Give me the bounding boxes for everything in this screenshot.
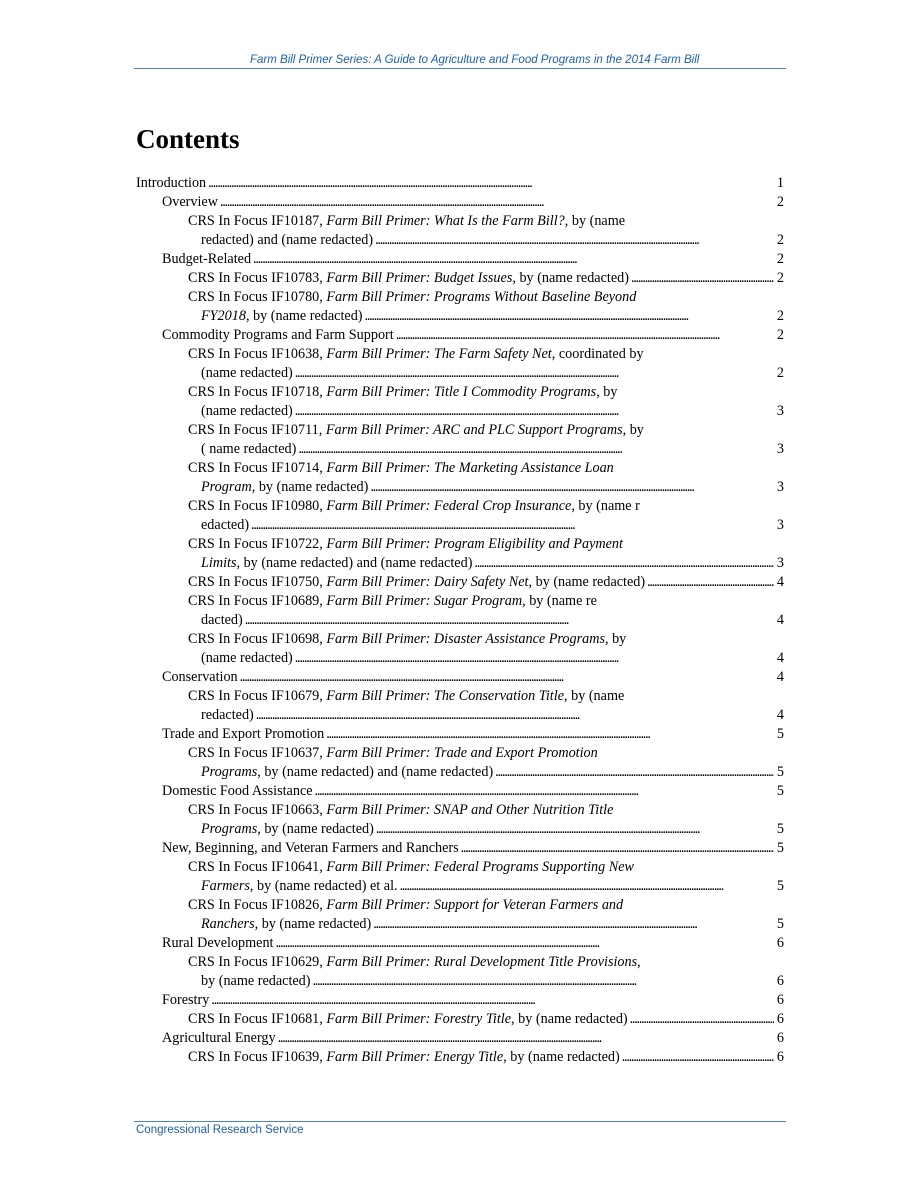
dot-leader	[240, 668, 774, 687]
toc-entry[interactable]	[136, 174, 784, 193]
toc-entry-title: Farm Bill Primer: Federal Crop Insurance	[326, 498, 572, 514]
toc-page-number: 6	[776, 1011, 784, 1027]
toc-page-number: 2	[776, 232, 784, 248]
toc-entry-label	[188, 631, 626, 647]
toc-entry-title: Farm Bill Primer: The Conservation Title	[326, 688, 564, 704]
toc-entry-text: , by (name redacted)	[503, 1049, 620, 1065]
toc-page-number: 4	[776, 574, 784, 590]
toc-entry-title: Farm Bill Primer: What Is the Farm Bill?	[326, 213, 565, 229]
toc-entry-text: , by (name redacted)	[245, 308, 363, 324]
toc-entry[interactable]	[136, 763, 784, 782]
toc-entry-continued	[136, 687, 784, 706]
toc-entry-text: Budget-Related	[162, 251, 252, 267]
toc-entry-text: CRS In Focus IF10663,	[188, 802, 327, 818]
toc-entry-text: , by (name redacted) et al.	[249, 878, 398, 894]
toc-entry-title: Farm Bill Primer: Disaster Assistance Programs	[326, 631, 605, 647]
dot-leader	[326, 725, 774, 744]
toc-page-number: 5	[776, 764, 784, 780]
dot-leader	[220, 193, 774, 212]
toc-entry-title: Farm Bill Primer: Federal Programs Supporting New	[326, 859, 635, 875]
toc-page-number: 5	[776, 821, 784, 837]
toc-entry-label	[201, 649, 293, 668]
toc-entry-title: Farm Bill Primer: Forestry Title	[326, 1011, 512, 1027]
toc-entry-label	[188, 289, 636, 305]
dot-leader	[365, 307, 774, 326]
toc-entry-label	[201, 307, 363, 326]
toc-entry-text: (name redacted)	[201, 650, 293, 666]
toc-entry-text: , by (name	[564, 213, 626, 229]
toc-entry-title: Farm Bill Primer: ARC and PLC Support Programs	[325, 422, 623, 438]
toc-entry-label	[188, 1010, 628, 1029]
toc-entry-label	[201, 554, 472, 573]
toc-entry[interactable]	[136, 782, 784, 801]
dot-leader	[373, 915, 774, 934]
toc-page-number: 2	[776, 327, 784, 343]
dot-leader	[396, 326, 774, 345]
toc-entry-text: by (name redacted)	[201, 973, 311, 989]
toc-entry-label	[162, 250, 251, 269]
dot-leader	[276, 934, 775, 953]
toc-page-number: 5	[776, 726, 784, 742]
toc-entry-label	[188, 498, 640, 514]
toc-entry-title: Farm Bill Primer: Sugar Program	[326, 593, 523, 609]
toc-entry-text: , by (name redacted)	[511, 1011, 628, 1027]
toc-entry-text: , by	[604, 631, 627, 647]
toc-entry-title: Farm Bill Primer: The Marketing Assistance Loan	[326, 460, 614, 476]
toc-entry-title: Farm Bill Primer: Dairy Safety Net	[326, 574, 529, 590]
toc-entry-label	[188, 688, 624, 704]
toc-entry-text: Forestry	[162, 992, 210, 1008]
toc-entry[interactable]	[136, 820, 784, 839]
toc-page-number: 1	[776, 175, 784, 191]
toc-entry-title: Farmers	[201, 878, 250, 894]
toc-entry-text: , by (name re	[522, 593, 597, 609]
toc-entry-label	[162, 326, 394, 345]
dot-leader	[631, 269, 774, 288]
dot-leader	[630, 1010, 774, 1029]
toc-entry-text: CRS In Focus IF10637,	[188, 745, 327, 761]
toc-entry-label	[188, 346, 644, 362]
toc-entry-text: CRS In Focus IF10783,	[188, 270, 327, 286]
toc-entry-text: Rural Development	[162, 935, 274, 951]
toc-entry-label	[201, 877, 398, 896]
toc-entry-text: Overview	[162, 194, 218, 210]
toc-page-number: 2	[776, 251, 784, 267]
dot-leader	[253, 250, 774, 269]
footer-text: Congressional Research Service	[136, 1124, 304, 1136]
toc-entry-title: Farm Bill Primer: Trade and Export Promotion	[326, 745, 598, 761]
toc-page-number: 3	[776, 403, 784, 419]
toc-entry-text: CRS In Focus IF10681,	[188, 1011, 327, 1027]
dot-leader	[211, 991, 774, 1010]
toc-entry-text: Conservation	[162, 669, 238, 685]
toc-entry-continued	[136, 212, 784, 231]
toc-entry-text: , by (name redacted)	[254, 916, 372, 932]
toc-entry-text: Introduction	[136, 175, 207, 191]
dot-leader	[495, 763, 774, 782]
dot-leader	[461, 839, 774, 858]
dot-leader	[400, 877, 774, 896]
toc-entry-continued	[136, 383, 784, 402]
toc-entry-text: edacted)	[201, 517, 250, 533]
toc-entry-label	[162, 725, 324, 744]
toc-entry-text: , by (name redacted) and (name redacted)	[257, 764, 494, 780]
toc-entry-label	[188, 802, 613, 818]
toc-page-number: 6	[776, 935, 784, 951]
toc-entry-label	[162, 839, 459, 858]
toc-entry-label	[188, 897, 623, 913]
toc-entry-title: Farm Bill Primer: Title I Commodity Programs	[326, 384, 597, 400]
toc-entry-text: dacted)	[201, 612, 243, 628]
toc-entry[interactable]	[136, 516, 784, 535]
toc-page-number: 2	[776, 194, 784, 210]
toc-entry-text: New, Beginning, and Veteran Farmers and Ranchers	[162, 840, 459, 856]
toc-entry-text: , by	[622, 422, 644, 438]
toc-entry[interactable]	[136, 402, 784, 421]
toc-entry[interactable]	[136, 934, 784, 953]
toc-entry-title: Limits	[201, 555, 237, 571]
dot-leader	[313, 972, 775, 991]
toc-page-number: 6	[776, 1049, 784, 1065]
toc-entry-label	[162, 193, 218, 212]
toc-entry[interactable]	[136, 877, 784, 896]
toc-entry[interactable]	[136, 307, 784, 326]
toc-entry-title: Farm Bill Primer: Energy Title	[326, 1049, 504, 1065]
toc-entry-text: redacted)	[201, 707, 254, 723]
toc-entry-text: CRS In Focus IF10750,	[188, 574, 327, 590]
toc-entry-label	[201, 364, 293, 383]
toc-entry-label	[188, 384, 617, 400]
toc-entry-label	[188, 745, 598, 761]
toc-entry-continued	[136, 459, 784, 478]
toc-entry-label	[188, 422, 644, 438]
dot-leader	[256, 706, 774, 725]
toc-entry-label	[188, 593, 597, 609]
dot-leader	[245, 611, 774, 630]
toc-entry-continued	[136, 345, 784, 364]
toc-entry-continued	[136, 630, 784, 649]
toc-entry-title: Farm Bill Primer: SNAP and Other Nutrition Title	[326, 802, 614, 818]
toc-page-number: 2	[776, 308, 784, 324]
toc-entry-text: redacted) and (name redacted)	[201, 232, 374, 248]
toc-page-number: 6	[776, 992, 784, 1008]
toc-page-number: 2	[776, 365, 784, 381]
toc-entry-text: (name redacted)	[201, 365, 293, 381]
toc-entry-label	[201, 231, 373, 250]
toc-entry-continued	[136, 858, 784, 877]
toc-entry[interactable]	[136, 554, 784, 573]
toc-page-number: 5	[776, 783, 784, 799]
toc-entry[interactable]	[136, 250, 784, 269]
toc-entry[interactable]	[136, 326, 784, 345]
toc-entry-title: Ranchers	[201, 916, 255, 932]
header-rule	[134, 68, 786, 69]
toc-entry-text: CRS In Focus IF10826,	[188, 897, 327, 913]
toc-entry-title: Program	[201, 479, 252, 495]
toc-entry-continued	[136, 953, 784, 972]
toc-entry-label	[201, 706, 254, 725]
toc-entry-text: CRS In Focus IF10718,	[188, 384, 327, 400]
toc-entry[interactable]	[136, 1010, 784, 1029]
dot-leader	[315, 782, 774, 801]
toc-page-number: 4	[776, 612, 784, 628]
toc-entry[interactable]	[136, 725, 784, 744]
toc-entry-label	[201, 820, 374, 839]
toc-entry-title: Farm Bill Primer: Programs Without Baseline Beyond	[326, 289, 637, 305]
toc-entry-text: CRS In Focus IF10679,	[188, 688, 327, 704]
toc-entry-text: ( name redacted)	[201, 441, 297, 457]
toc-entry-text: , by (name redacted)	[512, 270, 629, 286]
toc-entry-label	[201, 972, 311, 991]
toc-entry-continued	[136, 801, 784, 820]
toc-entry[interactable]	[136, 706, 784, 725]
dot-leader	[622, 1048, 774, 1067]
toc-entry-title: FY2018	[201, 308, 246, 324]
dot-leader	[278, 1029, 774, 1048]
toc-page-number: 3	[776, 441, 784, 457]
toc-entry[interactable]	[136, 915, 784, 934]
toc-entry-label	[201, 915, 371, 934]
toc-entry[interactable]	[136, 231, 784, 250]
dot-leader	[474, 554, 774, 573]
toc-entry-label	[188, 1048, 620, 1067]
toc-entry-continued	[136, 288, 784, 307]
toc-entry-text: CRS In Focus IF10689,	[188, 593, 327, 609]
toc-entry-label	[201, 516, 249, 535]
toc-entry-continued	[136, 896, 784, 915]
dot-leader	[647, 573, 774, 592]
toc-entry-text: CRS In Focus IF10638,	[188, 346, 327, 362]
toc-entry[interactable]	[136, 364, 784, 383]
toc-entry[interactable]	[136, 611, 784, 630]
toc-entry-title: Programs	[201, 821, 258, 837]
dot-leader	[370, 478, 774, 497]
toc-entry-text: CRS In Focus IF10714,	[188, 460, 327, 476]
toc-entry-label	[162, 934, 274, 953]
toc-entry-label	[188, 859, 634, 875]
toc-entry-text: CRS In Focus IF10780,	[188, 289, 327, 305]
toc-entry-label	[201, 402, 293, 421]
running-header: Farm Bill Primer Series: A Guide to Agriculture and Food Programs in the 2014 Farm Bill	[250, 54, 700, 66]
toc-entry-text: ,	[637, 954, 641, 970]
toc-page-number: 4	[776, 650, 784, 666]
toc-entry-label	[188, 460, 614, 476]
toc-entry-text: CRS In Focus IF10641,	[188, 859, 327, 875]
table-of-contents	[136, 174, 784, 1067]
toc-entry-text: CRS In Focus IF10698,	[188, 631, 327, 647]
dot-leader	[208, 174, 774, 193]
toc-entry-title: Farm Bill Primer: Program Eligibility and Payment	[326, 536, 623, 552]
toc-page-number: 4	[776, 669, 784, 685]
toc-entry-text: Trade and Export Promotion	[162, 726, 325, 742]
toc-entry-text: , by (name redacted)	[257, 821, 374, 837]
dot-leader	[375, 231, 774, 250]
dot-leader	[298, 440, 774, 459]
toc-entry[interactable]	[136, 649, 784, 668]
toc-entry-label	[201, 763, 493, 782]
toc-page-number: 6	[776, 973, 784, 989]
toc-entry[interactable]	[136, 1029, 784, 1048]
toc-entry-label	[201, 440, 296, 459]
toc-entry-label	[188, 954, 641, 970]
toc-entry-label	[188, 536, 623, 552]
toc-page-number: 6	[776, 1030, 784, 1046]
toc-entry-title: Farm Bill Primer: The Farm Safety Net	[326, 346, 552, 362]
toc-entry-text: CRS In Focus IF10711,	[188, 422, 326, 438]
toc-entry-label	[188, 269, 629, 288]
toc-entry-continued	[136, 744, 784, 763]
toc-entry-text: CRS In Focus IF10629,	[188, 954, 327, 970]
toc-entry-text: Commodity Programs and Farm Support	[162, 327, 394, 343]
toc-page-number: 5	[776, 878, 784, 894]
toc-entry-title: Farm Bill Primer: Support for Veteran Farmers and	[326, 897, 624, 913]
toc-entry-label	[162, 991, 209, 1010]
dot-leader	[295, 364, 774, 383]
toc-entry[interactable]	[136, 1048, 784, 1067]
toc-entry-text: , by	[596, 384, 618, 400]
toc-page-number: 3	[776, 479, 784, 495]
toc-page-number: 4	[776, 707, 784, 723]
toc-entry-label	[162, 668, 238, 687]
dot-leader	[295, 402, 774, 421]
toc-entry-text: , by (name redacted)	[251, 479, 369, 495]
toc-entry-label	[188, 213, 625, 229]
toc-entry[interactable]	[136, 991, 784, 1010]
toc-page-number: 3	[776, 555, 784, 571]
toc-entry-text: CRS In Focus IF10980,	[188, 498, 327, 514]
toc-entry-text: , coordinated by	[551, 346, 644, 362]
toc-entry-label	[201, 478, 368, 497]
toc-page-number: 5	[776, 916, 784, 932]
toc-entry-text: Agricultural Energy	[162, 1030, 276, 1046]
toc-entry-continued	[136, 535, 784, 554]
toc-entry[interactable]	[136, 440, 784, 459]
toc-entry-text: CRS In Focus IF10187,	[188, 213, 327, 229]
toc-page-number: 2	[776, 270, 784, 286]
toc-entry-text: , by (name redacted) and (name redacted)	[236, 555, 473, 571]
toc-entry-text: , by (name r	[571, 498, 640, 514]
footer-rule	[134, 1121, 786, 1122]
toc-entry-title: Farm Bill Primer: Rural Development Title Provisions	[326, 954, 638, 970]
toc-entry[interactable]	[136, 839, 784, 858]
toc-page-number: 3	[776, 517, 784, 533]
toc-entry-text: CRS In Focus IF10722,	[188, 536, 327, 552]
toc-entry-text: Domestic Food Assistance	[162, 783, 313, 799]
dot-leader	[376, 820, 774, 839]
toc-entry[interactable]	[136, 269, 784, 288]
dot-leader	[251, 516, 774, 535]
toc-entry-text: CRS In Focus IF10639,	[188, 1049, 327, 1065]
toc-entry-label	[136, 174, 206, 193]
toc-entry-continued	[136, 497, 784, 516]
toc-entry-continued	[136, 592, 784, 611]
toc-page-number: 5	[776, 840, 784, 856]
toc-entry-continued	[136, 421, 784, 440]
toc-entry-label	[188, 573, 645, 592]
toc-entry[interactable]	[136, 668, 784, 687]
toc-entry-title: Farm Bill Primer: Budget Issues	[326, 270, 513, 286]
toc-entry-title: Programs	[201, 764, 258, 780]
toc-entry-label	[162, 782, 313, 801]
toc-entry[interactable]	[136, 972, 784, 991]
toc-entry[interactable]	[136, 478, 784, 497]
toc-entry-label	[201, 611, 243, 630]
dot-leader	[295, 649, 774, 668]
toc-entry[interactable]	[136, 573, 784, 592]
toc-entry-text: , by (name	[564, 688, 625, 704]
toc-entry-text: , by (name redacted)	[528, 574, 646, 590]
toc-entry[interactable]	[136, 193, 784, 212]
toc-entry-label	[162, 1029, 276, 1048]
toc-entry-text: (name redacted)	[201, 403, 293, 419]
contents-heading: Contents	[136, 124, 240, 154]
